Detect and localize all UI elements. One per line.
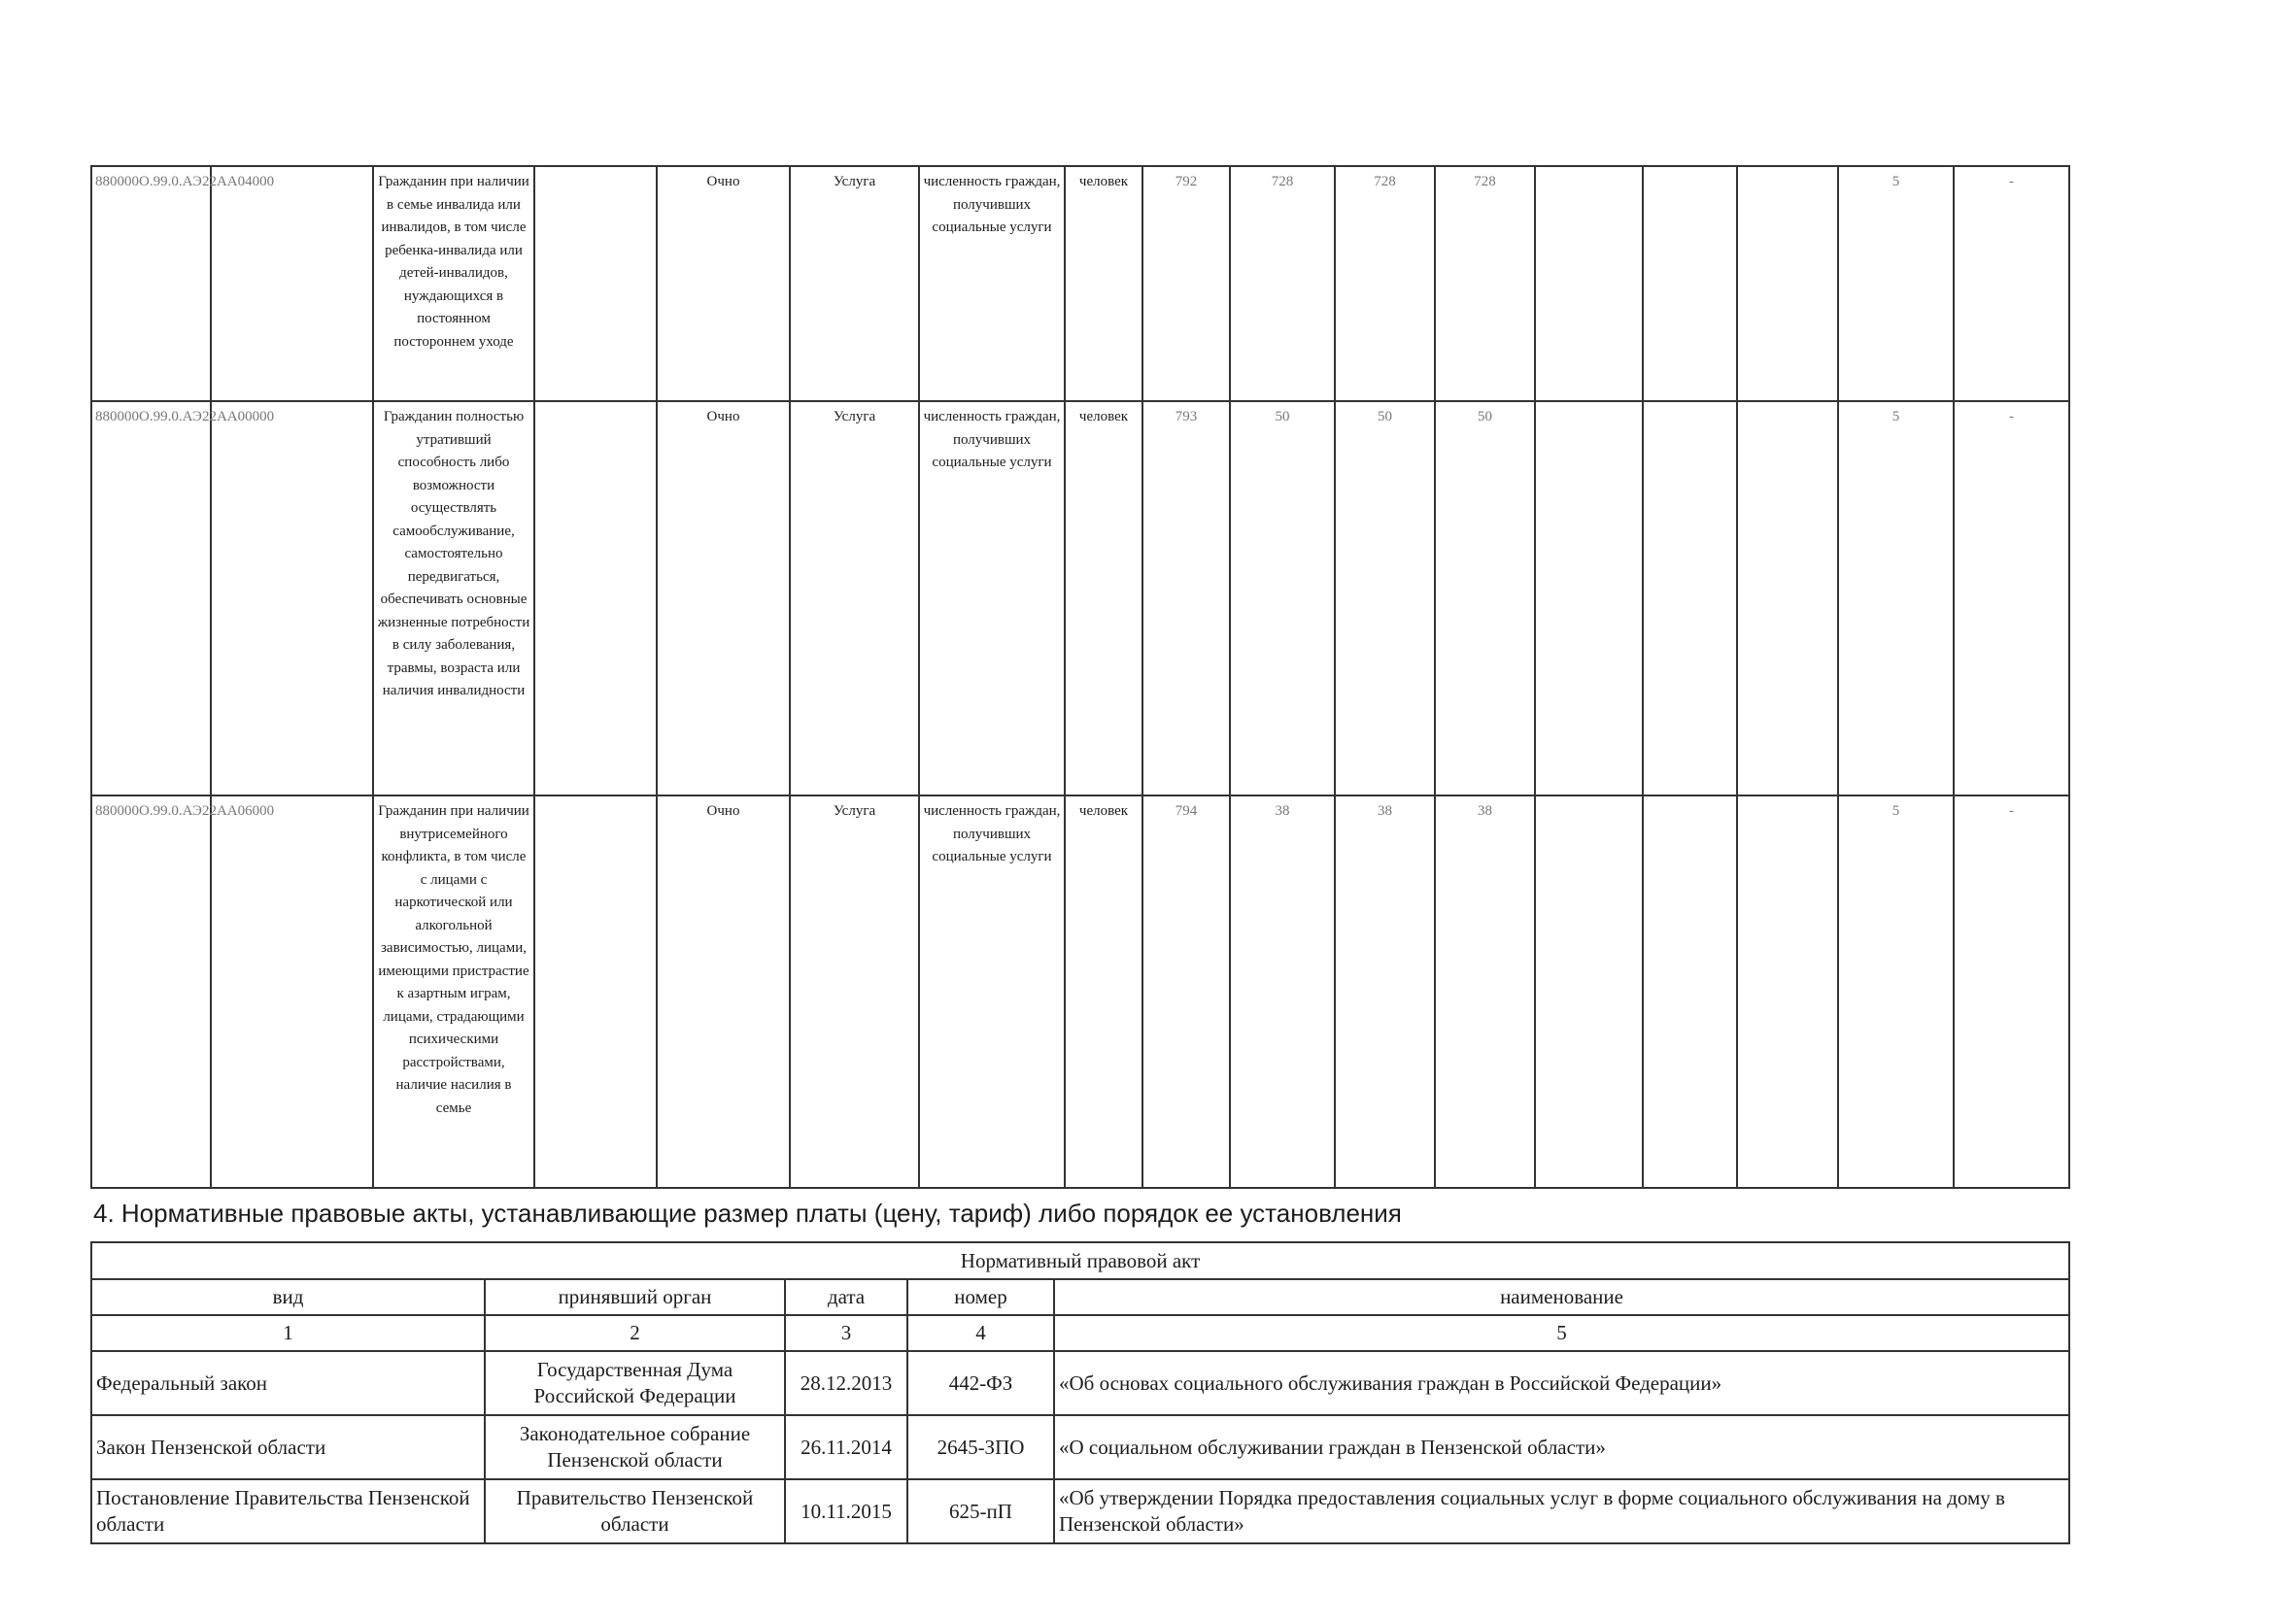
table-header-row <box>91 1279 2069 1315</box>
column-index: 2 <box>485 1315 785 1351</box>
value-cell: 50 <box>1435 401 1535 795</box>
value-cell: 50 <box>1230 401 1335 795</box>
empty-cell <box>1535 166 1643 401</box>
empty-cell <box>1737 401 1838 795</box>
registry-code-cell: 880000О.99.0.АЭ22АА06000 <box>91 795 211 1188</box>
recipient-category-cell: Гражданин полностью утративший способность либо возможности осуществлять самообслуживание, самостоятельно передвигаться, обеспечивать основные жизненные потребности в силу заболевания, травмы, возраста или наличия инвалидности <box>373 401 534 795</box>
table-caption-row <box>91 1242 2069 1279</box>
column-header-number: номер <box>907 1279 1054 1315</box>
act-number-cell: 625-пП <box>907 1479 1054 1543</box>
section-heading: 4. Нормативные правовые акты, устанавливающие размер платы (цену, тариф) либо порядок ее установления <box>93 1199 1402 1228</box>
registry-code-cell: 880000О.99.0.АЭ22АА00000 <box>91 401 211 795</box>
unit-cell: человек <box>1065 401 1142 795</box>
okei-code-cell: 793 <box>1142 401 1230 795</box>
okei-code-cell: 794 <box>1142 795 1230 1188</box>
empty-cell <box>534 795 657 1188</box>
act-body-cell: Государственная Дума Российской Федерации <box>485 1351 785 1415</box>
value-cell: 728 <box>1435 166 1535 401</box>
services-indicators-table <box>90 165 2070 1189</box>
act-date-cell: 10.11.2015 <box>785 1479 907 1543</box>
table-row <box>91 166 2069 401</box>
form-cell: Очно <box>657 401 790 795</box>
dash-cell: - <box>1954 401 2069 795</box>
empty-cell <box>1643 401 1737 795</box>
unit-cell: человек <box>1065 795 1142 1188</box>
act-name-cell: «Об утверждении Порядка предоставления социальных услуг в форме социального обслуживания на дому в Пензенской области» <box>1054 1479 2069 1543</box>
service-type-cell: Услуга <box>790 795 919 1188</box>
form-cell: Очно <box>657 166 790 401</box>
act-date-cell: 26.11.2014 <box>785 1415 907 1479</box>
act-date-cell: 28.12.2013 <box>785 1351 907 1415</box>
recipient-category-cell: Гражданин при наличии внутрисемейного конфликта, в том числе с лицами с наркотической или алкогольной зависимостью, лицами, имеющими пристрастие к азартным играм, лицами, страдающими психическими расстройствами, наличие насилия в семье <box>373 795 534 1188</box>
empty-cell <box>1535 795 1643 1188</box>
column-index: 4 <box>907 1315 1054 1351</box>
column-header-body: принявший орган <box>485 1279 785 1315</box>
act-number-cell: 442-ФЗ <box>907 1351 1054 1415</box>
indicator-name-cell: численность граждан, получивших социальные услуги <box>919 401 1065 795</box>
registry-code-cell: 880000О.99.0.АЭ22АА04000 <box>91 166 211 401</box>
act-kind-cell: Постановление Правительства Пензенской области <box>91 1479 485 1543</box>
empty-cell <box>534 166 657 401</box>
table-caption: Нормативный правовой акт <box>91 1242 2069 1279</box>
act-body-cell: Правительство Пензенской области <box>485 1479 785 1543</box>
act-kind-cell: Закон Пензенской области <box>91 1415 485 1479</box>
value-cell: 38 <box>1230 795 1335 1188</box>
indicator-name-cell: численность граждан, получивших социальные услуги <box>919 166 1065 401</box>
table-row <box>91 1415 2069 1479</box>
empty-cell <box>211 795 373 1188</box>
column-index: 3 <box>785 1315 907 1351</box>
act-kind-cell: Федеральный закон <box>91 1351 485 1415</box>
indicator-name-cell: численность граждан, получивших социальные услуги <box>919 795 1065 1188</box>
column-header-kind: вид <box>91 1279 485 1315</box>
dash-cell: - <box>1954 795 2069 1188</box>
empty-cell <box>1737 166 1838 401</box>
deviation-cell: 5 <box>1838 795 1954 1188</box>
value-cell: 38 <box>1335 795 1435 1188</box>
table-row <box>91 1351 2069 1415</box>
act-name-cell: «О социальном обслуживании граждан в Пензенской области» <box>1054 1415 2069 1479</box>
legal-acts-table <box>90 1241 2070 1544</box>
empty-cell <box>1535 401 1643 795</box>
value-cell: 50 <box>1335 401 1435 795</box>
column-index: 5 <box>1054 1315 2069 1351</box>
value-cell: 728 <box>1335 166 1435 401</box>
act-body-cell: Законодательное собрание Пензенской области <box>485 1415 785 1479</box>
empty-cell <box>211 401 373 795</box>
recipient-category-cell: Гражданин при наличии в семье инвалида или инвалидов, в том числе ребенка-инвалида или детей-инвалидов, нуждающихся в постоянном постороннем уходе <box>373 166 534 401</box>
okei-code-cell: 792 <box>1142 166 1230 401</box>
empty-cell <box>534 401 657 795</box>
table-row <box>91 401 2069 795</box>
service-type-cell: Услуга <box>790 166 919 401</box>
column-header-name: наименование <box>1054 1279 2069 1315</box>
value-cell: 728 <box>1230 166 1335 401</box>
dash-cell: - <box>1954 166 2069 401</box>
deviation-cell: 5 <box>1838 166 1954 401</box>
column-header-date: дата <box>785 1279 907 1315</box>
act-number-cell: 2645-ЗПО <box>907 1415 1054 1479</box>
table-row <box>91 795 2069 1188</box>
table-row <box>91 1479 2069 1543</box>
column-index: 1 <box>91 1315 485 1351</box>
form-cell: Очно <box>657 795 790 1188</box>
column-index-row <box>91 1315 2069 1351</box>
empty-cell <box>211 166 373 401</box>
service-type-cell: Услуга <box>790 401 919 795</box>
empty-cell <box>1643 795 1737 1188</box>
empty-cell <box>1643 166 1737 401</box>
act-name-cell: «Об основах социального обслуживания граждан в Российской Федерации» <box>1054 1351 2069 1415</box>
unit-cell: человек <box>1065 166 1142 401</box>
empty-cell <box>1737 795 1838 1188</box>
value-cell: 38 <box>1435 795 1535 1188</box>
deviation-cell: 5 <box>1838 401 1954 795</box>
